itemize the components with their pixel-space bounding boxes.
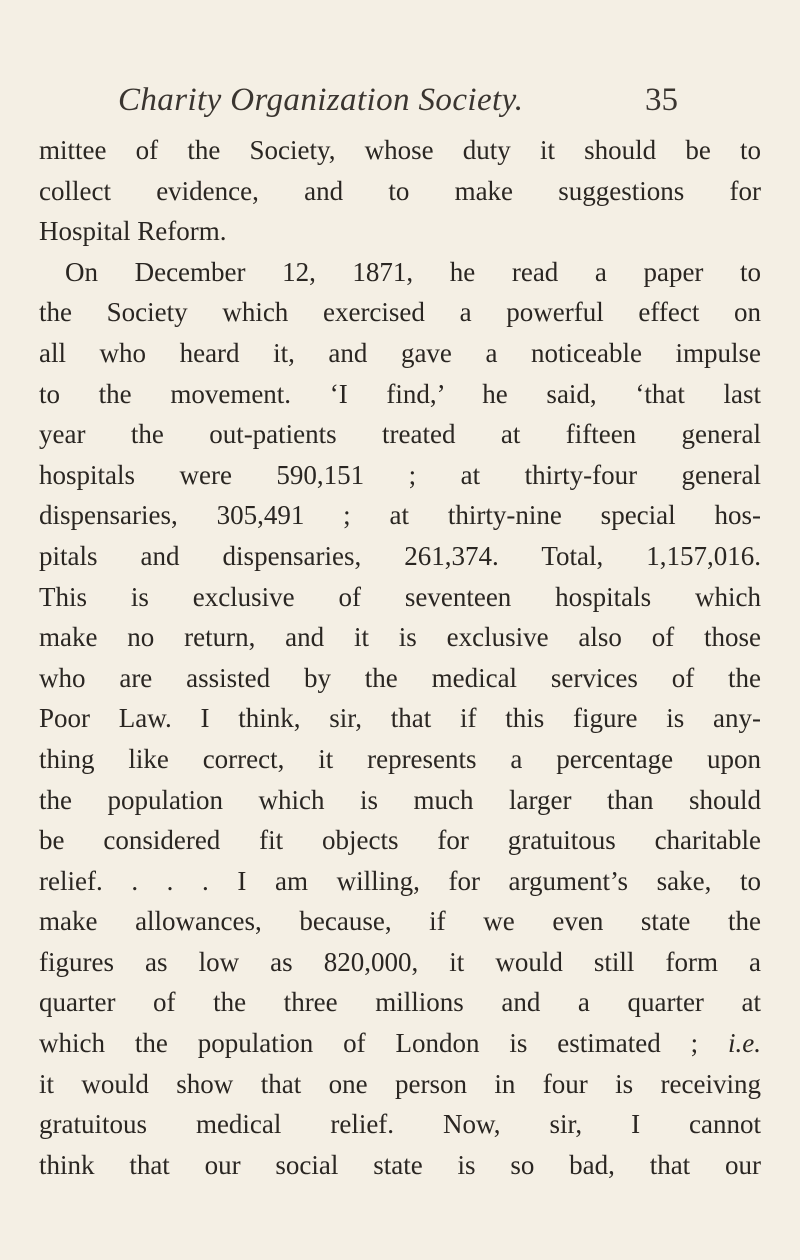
text-line: all who heard it, and gave a noticeable impulse (39, 337, 761, 368)
text-line: think that our social state is so bad, that our (39, 1149, 761, 1180)
text-line: quarter of the three millions and a quarter at (39, 987, 761, 1018)
text-line: gratuitous medical relief. Now, sir, I cannot (39, 1109, 761, 1140)
text-line: make no return, and it is exclusive also of those (39, 622, 761, 653)
text-line: This is exclusive of seventeen hospitals which (39, 581, 761, 612)
page-number: 35 (645, 82, 678, 118)
text-line: Hospital Reform. (39, 216, 227, 247)
text-line: collect evidence, and to make suggestions for (39, 175, 761, 206)
text-line: the Society which exercised a powerful effect on (39, 297, 761, 328)
text-line: mittee of the Society, whose duty it should be to (39, 135, 761, 165)
running-title: Charity Organization Society. (118, 82, 524, 118)
text-line: pitals and dispensaries, 261,374. Total, 1,157,016. (39, 540, 761, 571)
text-line: thing like correct, it represents a percentage upon (39, 743, 761, 774)
text-line: make allowances, because, if we even state the (39, 906, 761, 937)
text-line: to the movement. ‘I find,’ he said, ‘that last (39, 378, 761, 409)
text-line: Poor Law. I think, sir, that if this figure is any- (39, 703, 761, 734)
text-line: On December 12, 1871, he read a paper to (65, 256, 761, 287)
text-line: figures as low as 820,000, it would still form a (39, 946, 761, 977)
text-line: which the population of London is estimated ; i.e. (39, 1028, 761, 1059)
text-line: who are assisted by the medical services of the (39, 662, 761, 693)
text-line: dispensaries, 305,491 ; at thirty-nine special hos- (39, 500, 761, 531)
text-line: the population which is much larger than should (39, 784, 761, 815)
italic-abbreviation: i.e. (728, 1028, 761, 1059)
text-line: hospitals were 590,151 ; at thirty-four general (39, 459, 761, 490)
text-line: year the out-patients treated at fifteen general (39, 419, 761, 450)
text-line: be considered fit objects for gratuitous charitable (39, 825, 761, 856)
body-text (39, 130, 761, 1185)
text-line: relief. . . . I am willing, for argument’s sake, to (39, 865, 761, 896)
text-line: it would show that one person in four is receiving (39, 1068, 761, 1099)
running-head (118, 82, 678, 132)
